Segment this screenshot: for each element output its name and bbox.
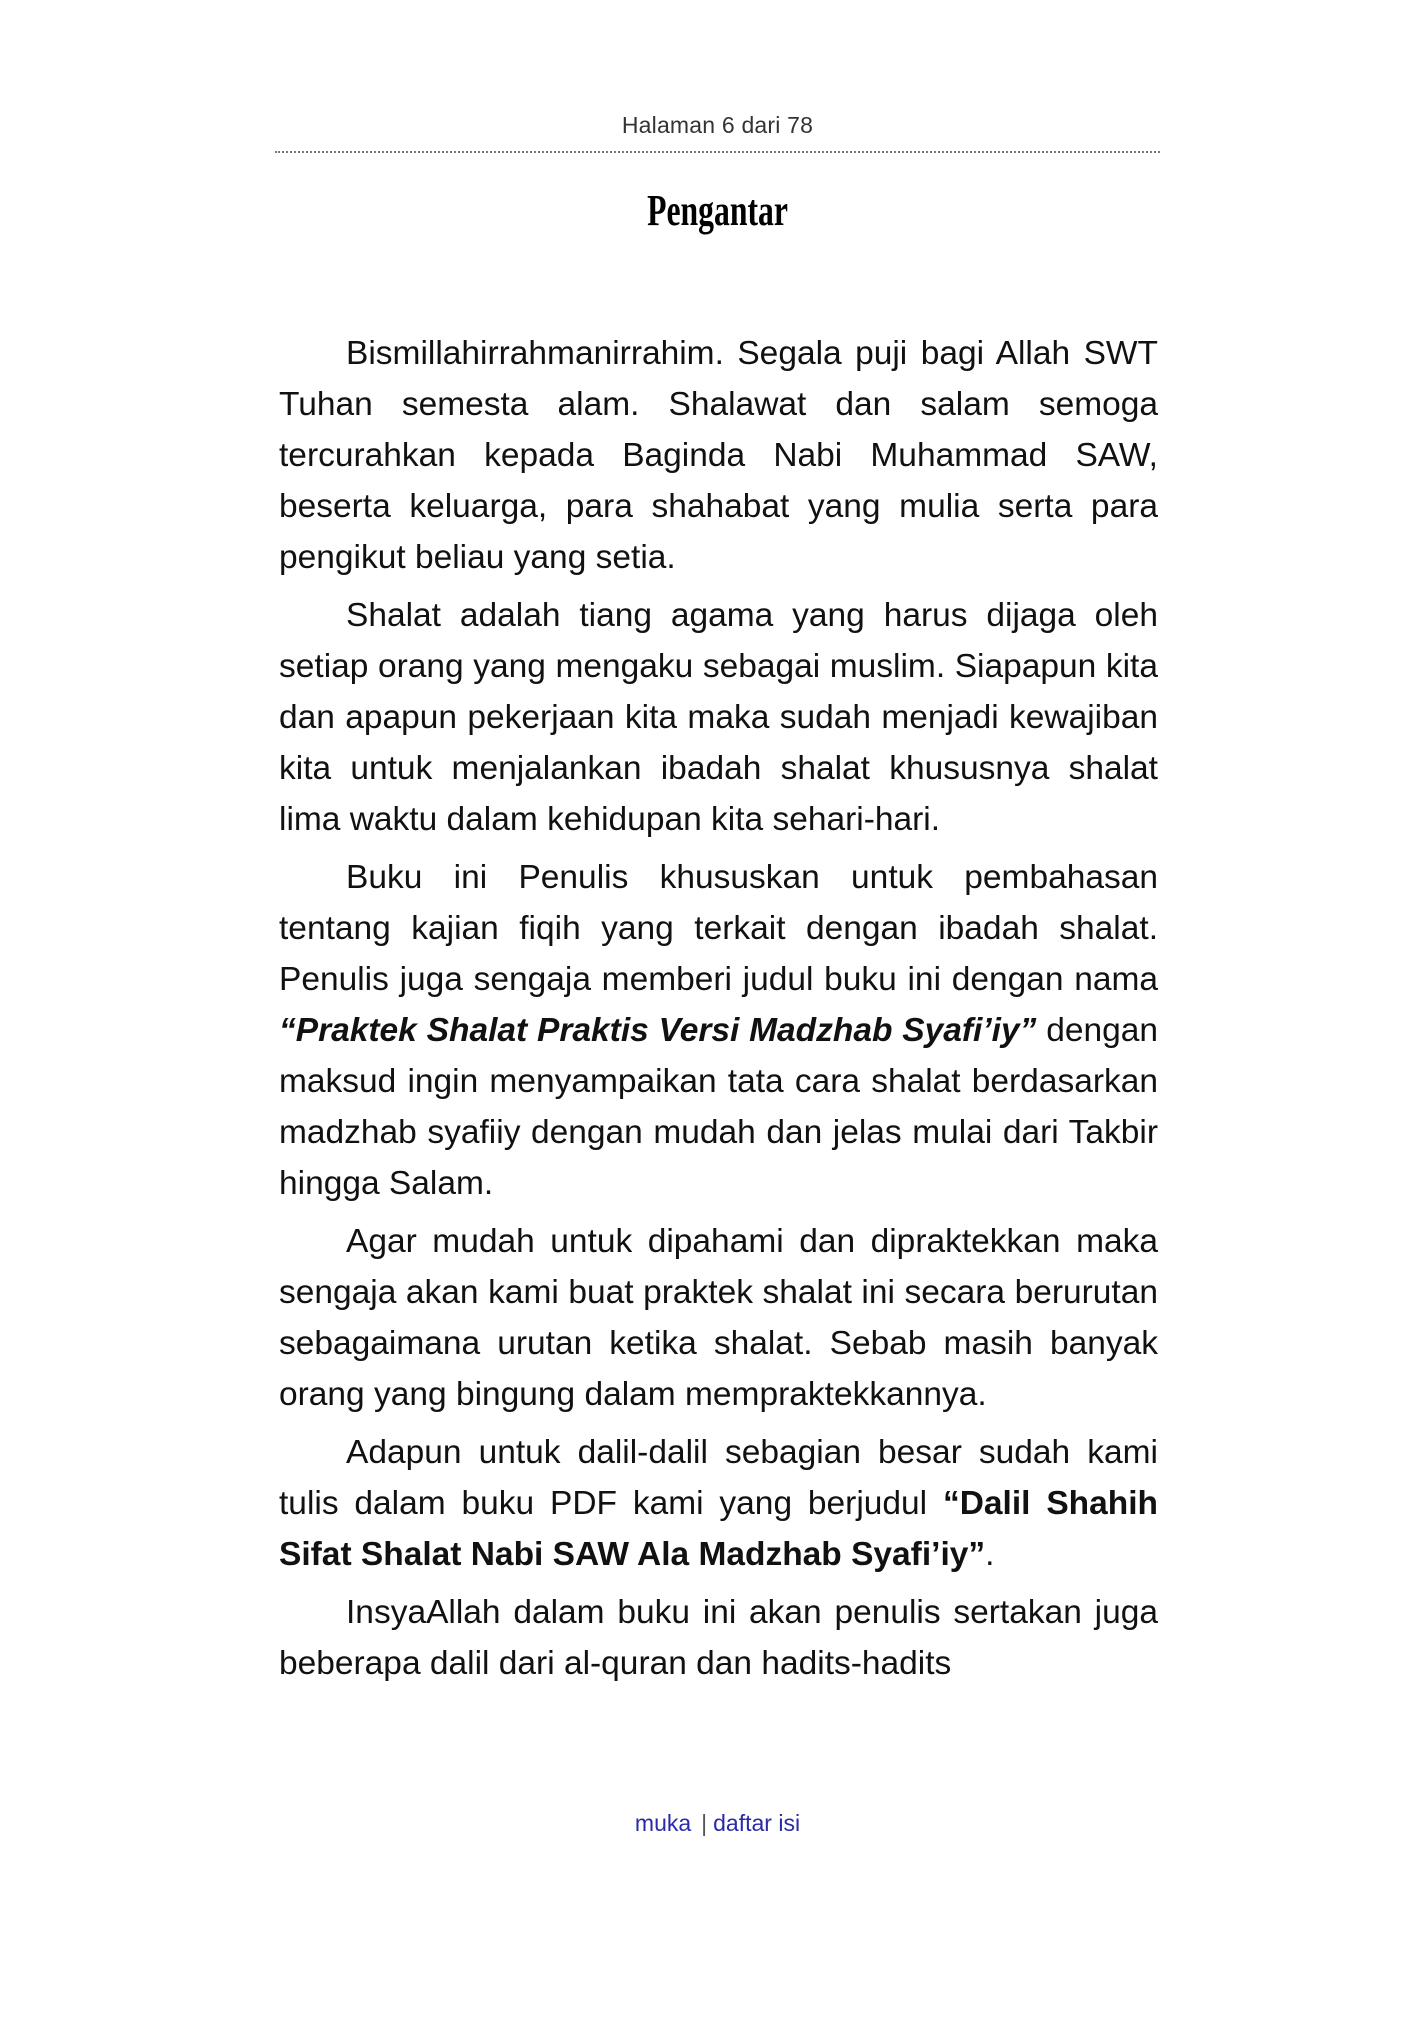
referenced-book-title: “Dalil Shahih Sifat Shalat Nabi SAW Ala Madzhab Syafi’iy” (279, 1485, 1158, 1573)
body-text (279, 328, 1158, 1696)
paragraph-3 (279, 852, 1158, 1209)
paragraph-5 (279, 1427, 1158, 1580)
header-divider (275, 151, 1160, 153)
paragraph-4: Agar mudah untuk dipahami dan dipraktekkan maka sengaja akan kami buat praktek shalat ini secara berurutan sebagaimana urutan ketika shalat. Sebab masih banyak orang yang bingung dalam mempraktekkannya. (279, 1223, 1158, 1413)
paragraph-5-text-a: Adapun untuk dalil-dalil sebagian besar sudah kami tulis dalam buku PDF kami yang berjudul (279, 1434, 1158, 1522)
paragraph-5-text-b: . (985, 1536, 995, 1573)
paragraph-1: Bismillahirrahmanirrahim. Segala puji bagi Allah SWT Tuhan semesta alam. Shalawat dan salam semoga tercurahkan kepada Baginda Nabi Muhammad SAW, beserta keluarga, para shahabat yang mulia serta para pengikut beliau yang setia. (279, 335, 1158, 576)
paragraph-3-text-b: dengan maksud ingin menyampaikan tata cara shalat berdasarkan madzhab syafiiy dengan mudah dan jelas mulai dari Takbir hingga Salam. (279, 1012, 1158, 1202)
page-title: Pengantar (647, 186, 788, 235)
book-title-emphasis: “Praktek Shalat Praktis Versi Madzhab Syafi’iy” (279, 1012, 1037, 1049)
page-indicator: Halaman 6 dari 78 (621, 112, 814, 138)
footer-nav (275, 1810, 1160, 1837)
link-muka[interactable]: muka (634, 1810, 692, 1836)
paragraph-2: Shalat adalah tiang agama yang harus dijaga oleh setiap orang yang mengaku sebagai muslim. Siapapun kita dan apapun pekerjaan kita maka sudah menjadi kewajiban kita untuk menjalankan ibadah shalat khususnya shalat lima waktu dalam kehidupan kita sehari-hari. (279, 597, 1158, 838)
paragraph-3-text-a: Buku ini Penulis khususkan untuk pembahasan tentang kajian fiqih yang terkait dengan ibadah shalat. Penulis juga sengaja memberi judul buku ini dengan nama (279, 859, 1158, 998)
link-daftar-isi[interactable]: daftar isi (713, 1810, 801, 1836)
footer-separator: | (701, 1810, 708, 1836)
paragraph-6: InsyaAllah dalam buku ini akan penulis sertakan juga beberapa dalil dari al-quran dan hadits-hadits (279, 1594, 1158, 1682)
